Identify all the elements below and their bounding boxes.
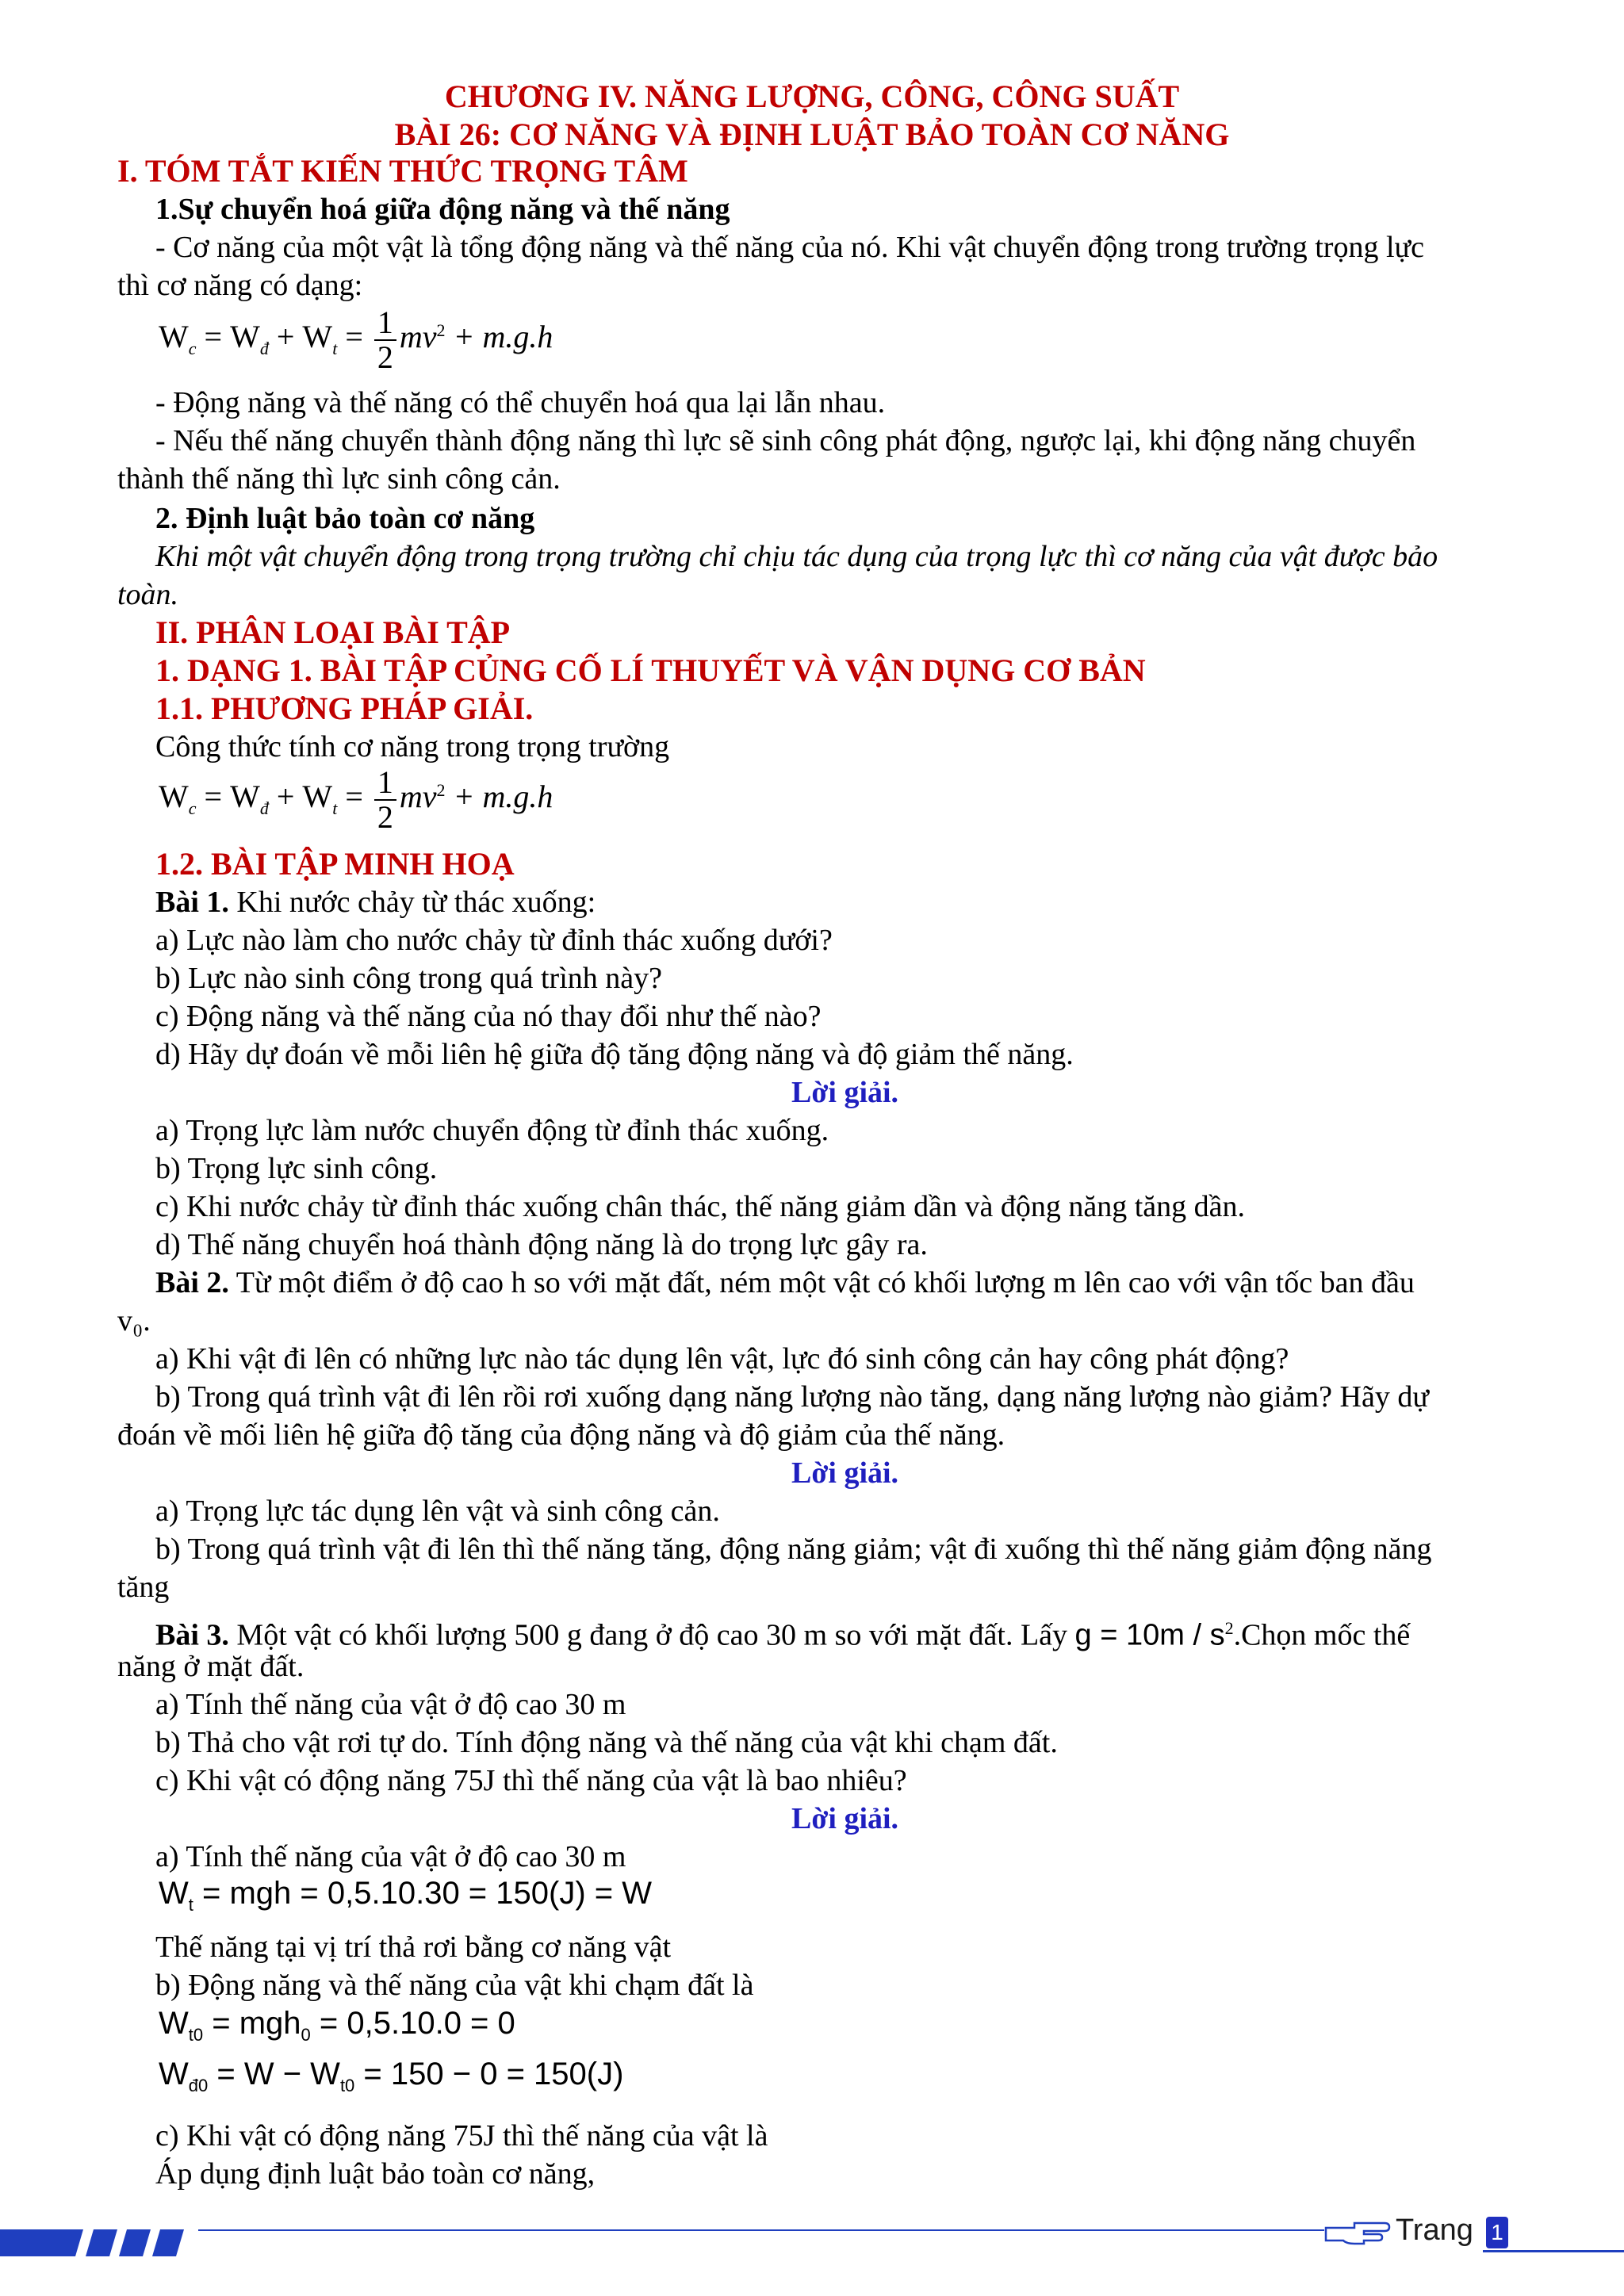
ground-potential-equation: $W_{t0} = mgh_0 = 0,5.10.0 = 0$ <box>159 2006 515 2045</box>
solution-line: c) Khi vật có động năng 75J thì thế năng của vật là <box>155 2119 768 2152</box>
solution-line: Áp dụng định luật bảo toàn cơ năng, <box>155 2157 596 2191</box>
method-text: Công thức tính cơ năng trong trọng trường <box>155 730 670 763</box>
subsection-1-heading: 1.Sự chuyển hoá giữa động năng và thế năng <box>155 193 730 226</box>
solution-line: c) Khi nước chảy từ đỉnh thác xuống chân thác, thế năng giảm dần và động năng tăng dần. <box>155 1190 1245 1223</box>
conservation-law: toàn. <box>117 578 179 611</box>
paragraph: - Nếu thế năng chuyển thành động năng thì lực sẽ sinh công phát động, ngược lại, khi động năng chuyển <box>155 424 1416 457</box>
exercise-1-item: b) Lực nào sinh công trong quá trình này? <box>155 962 662 995</box>
paragraph: thành thế năng thì lực sinh công cản. <box>117 462 561 496</box>
solution-heading: Lời giải. <box>791 1802 899 1835</box>
paragraph: - Động năng và thế năng có thể chuyển hoá qua lại lẫn nhau. <box>155 386 886 419</box>
solution-line: tăng <box>117 1571 170 1604</box>
exercise-3-item: b) Thả cho vật rơi tự do. Tính động năng và thế năng của vật khi chạm đất. <box>155 1726 1058 1759</box>
type-1-heading: 1. DẠNG 1. BÀI TẬP CỦNG CỐ LÍ THUYẾT VÀ VẬN DỤNG CƠ BẢN <box>155 652 1146 688</box>
page-number: 1 <box>1486 2217 1508 2248</box>
section-2-title: II. PHÂN LOẠI BÀI TẬP <box>155 614 511 650</box>
exercise-1-item: d) Hãy dự đoán về mỗi liên hệ giữa độ tăng động năng và độ giảm thế năng. <box>155 1038 1074 1071</box>
exercise-3-item: c) Khi vật có động năng 75J thì thế năng của vật là bao nhiêu? <box>155 1764 907 1797</box>
chapter-title: CHƯƠNG IV. NĂNG LƯỢNG, CÔNG, CÔNG SUẤT <box>444 78 1180 114</box>
exercise-2-item: a) Khi vật đi lên có những lực nào tác dụng lên vật, lực đó sinh công cản hay công phát động? <box>155 1342 1289 1376</box>
subsection-2-heading: 2. Định luật bảo toàn cơ năng <box>155 502 535 535</box>
exercise-2-item: b) Trong quá trình vật đi lên rồi rơi xuống dạng năng lượng nào tăng, dạng năng lượng nào giảm? Hãy dự <box>155 1380 1429 1414</box>
exercise-2-question: v₀. <box>117 1304 151 1337</box>
exercise-3-item: a) Tính thế năng của vật ở độ cao 30 m <box>155 1688 626 1721</box>
solution-heading: Lời giải. <box>791 1456 899 1490</box>
examples-heading: 1.2. BÀI TẬP MINH HOẠ <box>155 846 515 882</box>
solution-line: b) Trong quá trình vật đi lên thì thế năng tăng, động năng giảm; vật đi xuống thì thế năng giảm động năng <box>155 1533 1432 1566</box>
mechanical-energy-formula: $W_c = W_đ + W_t$ = $\frac{1}{2}$ $mv^2 + m.g.h$ <box>159 764 553 835</box>
solution-line: a) Tính thế năng của vật ở độ cao 30 m <box>155 1840 626 1873</box>
conservation-law: Khi một vật chuyển động trong trọng trường chỉ chịu tác dụng của trọng lực thì cơ năng của vật được bảo <box>155 540 1438 573</box>
footer-divider <box>198 2229 1324 2231</box>
exercise-3-question: năng ở mặt đất. <box>117 1650 304 1683</box>
solution-line: a) Trọng lực tác dụng lên vật và sinh công cản. <box>155 1494 720 1528</box>
exercise-1-item: a) Lực nào làm cho nước chảy từ đỉnh thác xuống dưới? <box>155 924 833 957</box>
footer-divider <box>1483 2250 1624 2252</box>
potential-energy-equation: $W_t$ = mgh = 0,5.10.30 = 150(J) = W <box>159 1876 652 1915</box>
footer-stripes-decoration <box>0 2220 206 2256</box>
solution-line: b) Trọng lực sinh công. <box>155 1152 438 1185</box>
section-1-title: I. TÓM TẮT KIẾN THỨC TRỌNG TÂM <box>117 153 688 189</box>
exercise-1-item: c) Động năng và thế năng của nó thay đổi như thế nào? <box>155 1000 822 1033</box>
lesson-title: BÀI 26: CƠ NĂNG VÀ ĐỊNH LUẬT BẢO TOÀN CƠ NĂNG <box>394 117 1230 152</box>
solution-line: b) Động năng và thế năng của vật khi chạm đất là <box>155 1969 754 2002</box>
paragraph: thì cơ năng có dạng: <box>117 269 363 302</box>
solution-heading: Lời giải. <box>791 1076 899 1109</box>
solution-line: d) Thế năng chuyển hoá thành động năng là do trọng lực gây ra. <box>155 1228 928 1261</box>
ground-kinetic-equation: $W_{đ0} = W - W_{t0} = 150 - 0 = 150(J)$ <box>159 2057 624 2095</box>
exercise-2-item: đoán về mối liên hệ giữa độ tăng của động năng và độ giảm của thế năng. <box>117 1418 1005 1452</box>
exercise-1-question: Bài 1. Khi nước chảy từ thác xuống: <box>155 886 596 919</box>
method-heading: 1.1. PHƯƠNG PHÁP GIẢI. <box>155 691 534 726</box>
mechanical-energy-formula: $W_c = W_đ + W_t$ = $\frac{1}{2}$ $mv^2 + m.g.h$ <box>159 304 553 375</box>
page-label: Trang <box>1396 2214 1473 2247</box>
pointing-hand-icon <box>1323 2217 1391 2248</box>
exercise-3-question: Bài 3. Một vật có khối lượng 500 g đang ở độ cao 30 m so với mặt đất. Lấy $g = 10m / s^2.Chọn$ mốc thế <box>155 1618 1411 1652</box>
exercise-2-question: Bài 2. Từ một điểm ở độ cao h so với mặt đất, ném một vật có khối lượng m lên cao với vận tốc ban đầu <box>155 1266 1415 1299</box>
solution-line: Thế năng tại vị trí thả rơi bằng cơ năng vật <box>155 1931 672 1964</box>
paragraph: - Cơ năng của một vật là tổng động năng và thế năng của nó. Khi vật chuyển động trong trường trọng lực <box>155 231 1424 264</box>
solution-line: a) Trọng lực làm nước chuyển động từ đỉnh thác xuống. <box>155 1114 829 1147</box>
